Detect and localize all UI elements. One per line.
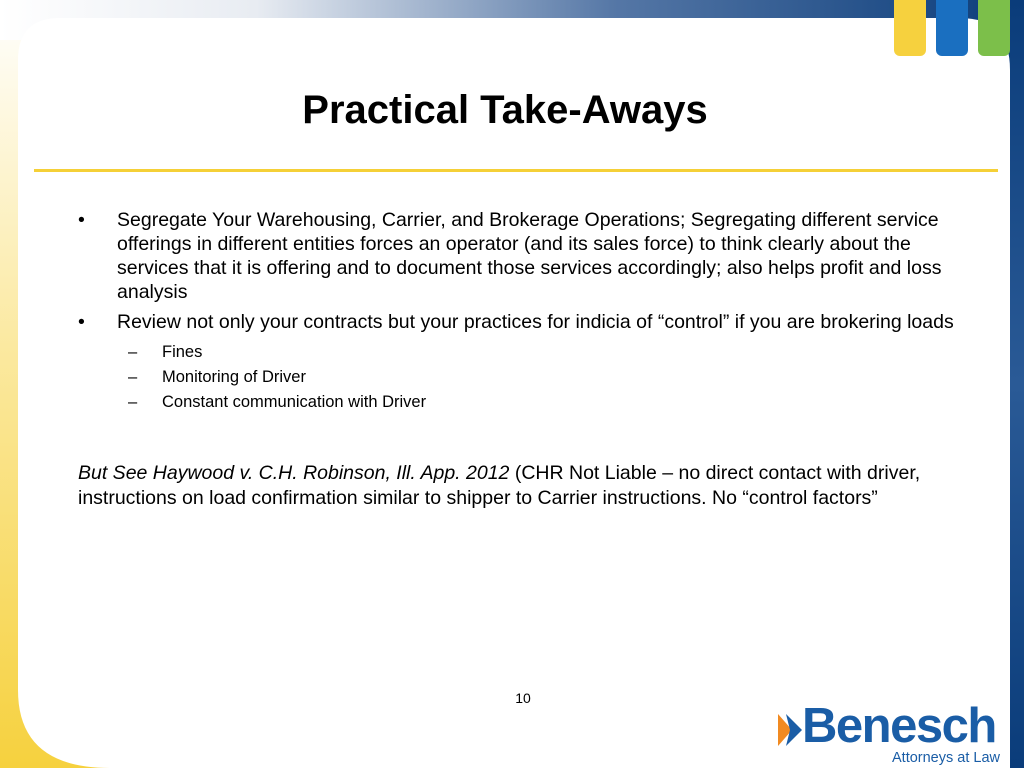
logo-wordmark: Benesch [802, 699, 996, 753]
bullet-list [78, 208, 958, 415]
sub-item [78, 390, 958, 415]
slide-title: Practical Take-Aways [302, 88, 708, 132]
logo-tagline: Attorneys at Law [892, 750, 1000, 766]
sub-item [78, 340, 958, 365]
sub-item-text: Constant communication with Driver [162, 393, 427, 411]
brand-color-tabs [890, 0, 1024, 60]
benesch-logo [776, 699, 1016, 768]
page-number: 10 [515, 690, 531, 706]
bullet-text: Segregate Your Warehousing, Carrier, and Brokerage Operations; Segregating different service offerings in different entities forces an operator (and its sales force) to think clearly about the services that it is offering and to document those services accordingly; also helps profit and loss analysis [117, 209, 942, 303]
dash-glyph: – [128, 368, 138, 386]
dash-glyph: – [128, 393, 138, 411]
bullet-glyph: • [78, 311, 85, 333]
case-summary: (CHR Not Liable – no direct contact with driver, instructions on load confirmation similar to shipper to Carrier instructions. No “control factors” [78, 462, 921, 509]
bullet-item [78, 310, 958, 334]
case-citation-paragraph [78, 461, 958, 510]
case-citation: But See Haywood v. C.H. Robinson, Ill. App. 2012 [78, 462, 510, 484]
sub-item-text: Monitoring of Driver [162, 368, 306, 386]
sub-item [78, 365, 958, 390]
bullet-item [78, 208, 958, 304]
sub-item-text: Fines [162, 343, 203, 361]
bullet-glyph: • [78, 209, 85, 231]
bullet-text: Review not only your contracts but your practices for indicia of “control” if you are brokering loads [117, 311, 954, 333]
title-divider [34, 169, 998, 172]
dash-glyph: – [128, 343, 138, 361]
